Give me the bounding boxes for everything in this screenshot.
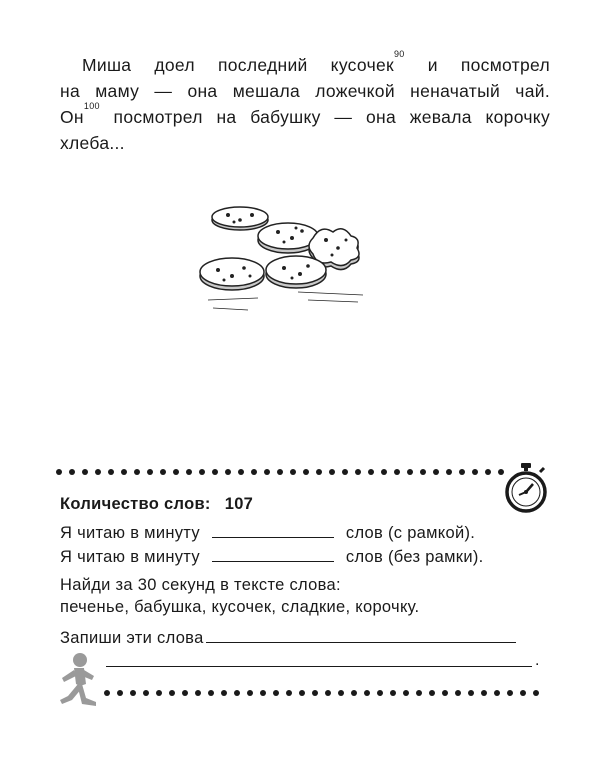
divider-dot xyxy=(459,469,465,475)
divider-dot xyxy=(472,469,478,475)
dotted-divider-top xyxy=(56,469,506,477)
divider-dot xyxy=(160,469,166,475)
divider-dot xyxy=(199,469,205,475)
divider-dot xyxy=(329,469,335,475)
divider-dot xyxy=(342,469,348,475)
write-words: Запиши эти слова xyxy=(60,628,516,648)
story-line-3: $Он^{100}$ посмотрел на бабушку — она жевала корочку xyxy=(60,101,550,127)
divider-dot xyxy=(338,690,344,696)
word-count-value: 107 xyxy=(224,495,254,513)
find-words: печенье, бабушка, кусочек, сладкие, корочку. xyxy=(60,598,420,616)
reading-speed-input-with-frame[interactable] xyxy=(212,523,334,538)
divider-dot xyxy=(234,690,240,696)
divider-dot xyxy=(325,690,331,696)
write-words-input-1[interactable] xyxy=(206,628,516,643)
cookies-icon xyxy=(188,200,378,325)
divider-dot xyxy=(104,690,110,696)
divider-dot xyxy=(377,690,383,696)
divider-dot xyxy=(407,469,413,475)
divider-dot xyxy=(221,690,227,696)
reading-speed-without-frame: Я читаю в минуту слов (без рамки). xyxy=(60,548,484,566)
divider-dot xyxy=(303,469,309,475)
divider-dot xyxy=(520,690,526,696)
divider-dot xyxy=(121,469,127,475)
divider-dot xyxy=(433,469,439,475)
stopwatch-icon xyxy=(502,462,550,514)
divider-dot xyxy=(134,469,140,475)
divider-dot xyxy=(56,469,62,475)
divider-dot xyxy=(416,690,422,696)
divider-dot xyxy=(186,469,192,475)
divider-dot xyxy=(130,690,136,696)
divider-dot xyxy=(429,690,435,696)
divider-dot xyxy=(247,690,253,696)
divider-dot xyxy=(273,690,279,696)
divider-dot xyxy=(251,469,257,475)
story-line-2: на маму — она мешала ложечкой неначатый чай. xyxy=(60,81,550,101)
divider-dot xyxy=(143,690,149,696)
write-words-input-2[interactable] xyxy=(106,666,532,667)
divider-dot xyxy=(69,469,75,475)
divider-dot xyxy=(208,690,214,696)
divider-dot xyxy=(82,469,88,475)
divider-dot xyxy=(316,469,322,475)
divider-dot xyxy=(169,690,175,696)
dotted-divider-bottom xyxy=(104,690,550,698)
divider-dot xyxy=(533,690,539,696)
story-line-1: Миша доел последний кусочек$^{90}$ и посмотрел xyxy=(82,49,550,75)
reading-speed-input-without-frame[interactable] xyxy=(212,547,334,562)
divider-dot xyxy=(507,690,513,696)
story-text xyxy=(60,49,550,156)
runner-icon xyxy=(52,652,100,710)
divider-dot xyxy=(494,690,500,696)
write-words-end: . xyxy=(535,652,540,669)
divider-dot xyxy=(286,690,292,696)
divider-dot xyxy=(264,469,270,475)
reading-speed-with-frame: Я читаю в минуту слов (с рамкой). xyxy=(60,524,476,542)
divider-dot xyxy=(312,690,318,696)
divider-dot xyxy=(394,469,400,475)
divider-dot xyxy=(277,469,283,475)
divider-dot xyxy=(147,469,153,475)
divider-dot xyxy=(446,469,452,475)
divider-dot xyxy=(390,690,396,696)
divider-dot xyxy=(468,690,474,696)
divider-dot xyxy=(455,690,461,696)
divider-dot xyxy=(156,690,162,696)
divider-dot xyxy=(420,469,426,475)
divider-dot xyxy=(238,469,244,475)
divider-dot xyxy=(364,690,370,696)
divider-dot xyxy=(442,690,448,696)
divider-dot xyxy=(212,469,218,475)
divider-dot xyxy=(117,690,123,696)
story-line-4: хлеба... xyxy=(60,133,125,153)
divider-dot xyxy=(108,469,114,475)
divider-dot xyxy=(299,690,305,696)
divider-dot xyxy=(95,469,101,475)
divider-dot xyxy=(182,690,188,696)
divider-dot xyxy=(481,690,487,696)
divider-dot xyxy=(355,469,361,475)
divider-dot xyxy=(173,469,179,475)
divider-dot xyxy=(195,690,201,696)
divider-dot xyxy=(381,469,387,475)
divider-dot xyxy=(290,469,296,475)
divider-dot xyxy=(368,469,374,475)
divider-dot xyxy=(485,469,491,475)
divider-dot xyxy=(351,690,357,696)
word-count-label: Количество слов: xyxy=(60,495,211,513)
divider-dot xyxy=(403,690,409,696)
divider-dot xyxy=(225,469,231,475)
find-instruction: Найди за 30 секунд в тексте слова: xyxy=(60,576,341,594)
word-count xyxy=(60,495,253,514)
divider-dot xyxy=(260,690,266,696)
